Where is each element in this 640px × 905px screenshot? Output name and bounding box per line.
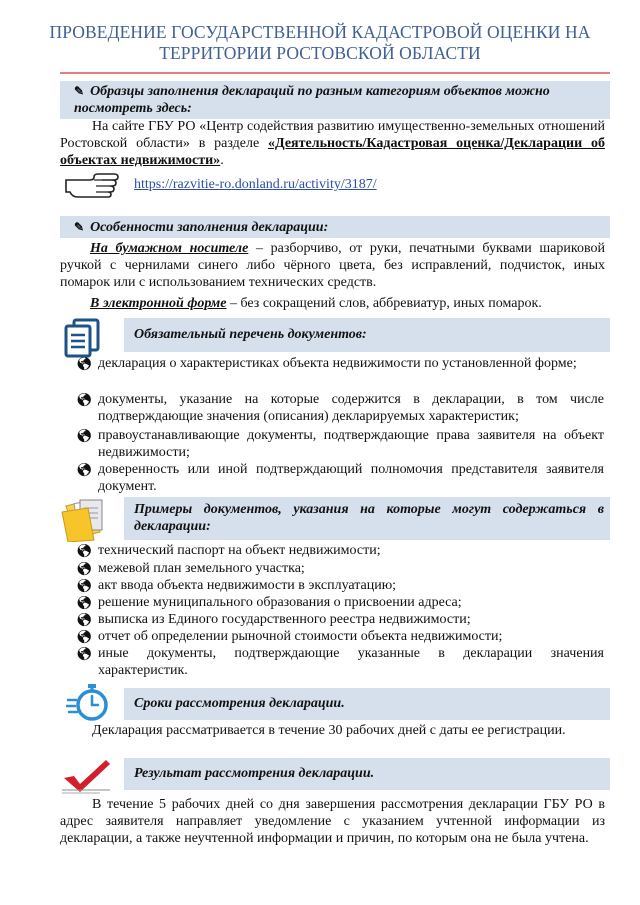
section1-heading: ✎ Образцы заполнения деклараций по разным категориям объектов можно посмотреть здесь:: [74, 84, 550, 116]
title-divider: [60, 72, 610, 74]
page-title: ПРОВЕДЕНИЕ ГОСУДАРСТВЕННОЙ КАДАСТРОВОЙ ОЦЕНКИ НА ТЕРРИТОРИИ РОСТОВСКОЙ ОБЛАСТИ: [49, 22, 591, 63]
paper-paragraph: На бумажном носителе – разборчиво, от руки, печатными буквами шариковой ручкой с чернилами синего либо чёрного цвета, без исправлений, подчисток, иных помарок или с использованием технических средств.: [60, 241, 605, 290]
pen-icon: ✎: [74, 84, 85, 98]
electronic-paragraph: В электронной форме – без сокращений слов, аббревиатур, иных помарок.: [90, 296, 542, 311]
list-item: 🌎︎ доверенность или иной подтверждающий полномочия представителя заявителя документ.: [76, 462, 604, 494]
list-item: 🌎︎ документы, указание на которые содержится в декларации, в том числе подтверждающие значения (описания) декларируемых характеристик;: [76, 392, 604, 424]
list-item: 🌎︎ выписка из Единого государственного реестра недвижимости;: [76, 612, 471, 627]
section4-heading: Примеры документов, указания на которые могут содержаться в декларации:: [134, 502, 604, 534]
list-item: 🌎︎ акт ввода объекта недвижимости в эксплуатацию;: [76, 578, 397, 593]
section6-heading: Результат рассмотрения декларации.: [134, 766, 375, 781]
section5-heading: Сроки рассмотрения декларации.: [134, 696, 345, 711]
globe-icon: 🌎︎: [76, 578, 93, 593]
globe-icon: 🌎︎: [76, 561, 93, 576]
list-item: 🌎︎ технический паспорт на объект недвижимости;: [76, 543, 381, 558]
pointing-hand-icon: [64, 172, 120, 198]
section-path: «Деятельность/Кадастровая оценка/Декларации об объектах недвижимости»: [60, 136, 605, 168]
section6-paragraph: В течение 5 рабочих дней со дня завершения рассмотрения декларации ГБУ РО в адрес заявителя направляет уведомление с указанием учтенной информации из декларации, а также неучтенной информации и причин, по которым она не была учтена.: [60, 797, 605, 846]
folder-icon: [60, 496, 112, 542]
section3-heading: Обязательный перечень документов:: [134, 327, 367, 342]
globe-icon: 🌎︎: [76, 392, 93, 407]
list-item: 🌎︎ правоустанавливающие документы, подтверждающие права заявителя на объект недвижимости;: [76, 428, 604, 460]
list-item: 🌎︎ межевой план земельного участка;: [76, 561, 305, 576]
checkmark-icon: [60, 758, 114, 794]
list-item: 🌎︎ решение муниципального образования о присвоении адреса;: [76, 595, 462, 610]
globe-icon: 🌎︎: [76, 629, 93, 644]
stopwatch-icon: [66, 682, 110, 722]
razvitie-link[interactable]: https://razvitie-ro.donland.ru/activity/3187/: [134, 177, 377, 192]
globe-icon: 🌎︎: [76, 356, 93, 371]
list-item: 🌎︎ иные документы, подтверждающие указанные в декларации значения характеристик.: [76, 646, 604, 678]
list-item: 🌎︎ декларация о характеристиках объекта недвижимости по установленной форме;: [76, 356, 577, 371]
documents-icon: [62, 318, 110, 358]
section5-paragraph: Декларация рассматривается в течение 30 рабочих дней с даты ее регистрации.: [92, 723, 566, 738]
globe-icon: 🌎︎: [76, 543, 93, 558]
globe-icon: 🌎︎: [76, 428, 93, 443]
section1-paragraph: На сайте ГБУ РО «Центр содействия развитию имущественно-земельных отношений Ростовской области» в разделе «Деятельность/Кадастровая оценка/Декларации об объектах недвижимости».: [60, 119, 605, 168]
globe-icon: 🌎︎: [76, 462, 93, 477]
globe-icon: 🌎︎: [76, 595, 93, 610]
pen-icon: ✎: [74, 220, 85, 234]
list-item: 🌎︎ отчет об определении рыночной стоимости объекта недвижимости;: [76, 629, 503, 644]
paper-label: На бумажном носителе: [90, 241, 249, 256]
section2-heading: ✎ Особенности заполнения декларации:: [74, 220, 329, 235]
electronic-label: В электронной форме: [90, 296, 227, 311]
globe-icon: 🌎︎: [76, 612, 93, 627]
globe-icon: 🌎︎: [76, 646, 93, 661]
